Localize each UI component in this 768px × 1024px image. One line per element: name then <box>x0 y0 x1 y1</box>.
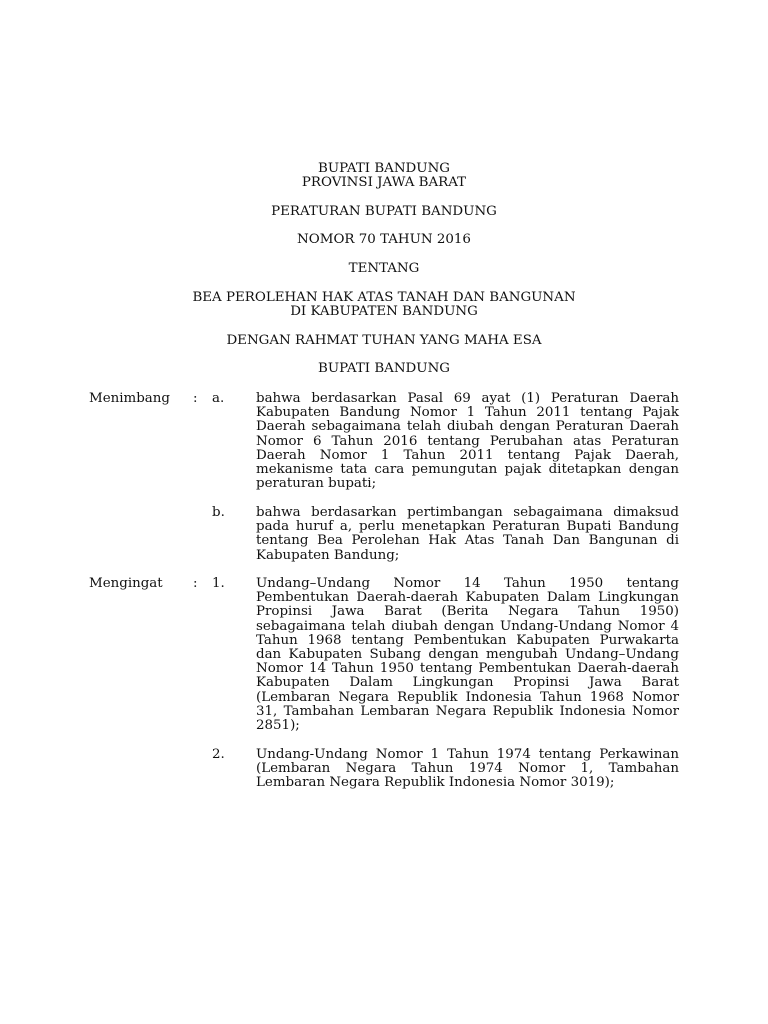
menimbang-label: Menimbang <box>89 391 170 406</box>
regulation-subject <box>0 291 768 319</box>
item-text: Undang-Undang Nomor 1 Tahun 1974 tentang Perkawinan (Lembaran Negara Tahun 1974 Nomor 1, Tambahan Lembaran Negara Republik Indonesia Nomor 3019); <box>256 747 679 791</box>
item-number: 2. <box>212 747 225 762</box>
regulation-number: NOMOR 70 TAHUN 2016 <box>297 232 471 247</box>
subject-line: BEA PEROLEHAN HAK ATAS TANAH DAN BANGUNAN <box>192 290 576 305</box>
regulation-title: PERATURAN BUPATI BANDUNG <box>271 204 497 219</box>
item-number: b. <box>212 505 225 520</box>
item-number: 1. <box>212 576 225 591</box>
item-text: bahwa berdasarkan pertimbangan sebagaimana dimaksud pada huruf a, perlu menetapkan Peraturan Bupati Bandung tentang Bea Perolehan Hak Atas Tanah Dan Bangunan di Kabupaten Bandung; <box>256 505 679 563</box>
section-colon: : <box>193 576 198 591</box>
subject-line: DI KABUPATEN BANDUNG <box>290 304 478 319</box>
item-text: bahwa berdasarkan Pasal 69 ayat (1) Peraturan Daerah Kabupaten Bandung Nomor 1 Tahun 2011 tentang Pajak Daerah sebagaimana telah diubah dengan Peraturan Daerah Nomor 6 Tahun 2016 tentang Perubahan atas Peraturan Daerah Nomor 1 Tahun 2011 tentang Pajak Daerah, mekanisme tata cara pemungutan pajak ditetapkan dengan peraturan bupati; <box>256 391 679 492</box>
item-text: Undang–Undang Nomor 14 Tahun 1950 tentang Pembentukan Daerah-daerah Kabupaten Dalam Lingkungan Propinsi Jawa Barat (Berita Negara Tahun 1950) sebagaimana telah diubah dengan Undang-Undang Nomor 4 Tahun 1968 tentang Pembentukan Kabupaten Purwakarta dan Kabupaten Subang dengan mengubah Undang–Undang Nomor 14 Tahun 1950 tentang Pembentukan Daerah-daerah Kabupaten Dalam Lingkungan Propinsi Jawa Barat (Lembaran Negara Republik Indonesia Tahun 1968 Nomor 31, Tambahan Lembaran Negara Republik Indonesia Nomor 2851); <box>256 576 679 734</box>
issuer-heading <box>0 162 768 190</box>
item-number: a. <box>212 391 225 406</box>
mengingat-label: Mengingat <box>89 576 163 591</box>
province-line: PROVINSI JAWA BARAT <box>301 175 467 190</box>
authority-heading: BUPATI BANDUNG <box>318 361 450 376</box>
issuer-line: BUPATI BANDUNG <box>318 161 450 176</box>
section-colon: : <box>193 391 198 406</box>
about-heading: TENTANG <box>348 261 420 276</box>
invocation: DENGAN RAHMAT TUHAN YANG MAHA ESA <box>226 333 542 348</box>
